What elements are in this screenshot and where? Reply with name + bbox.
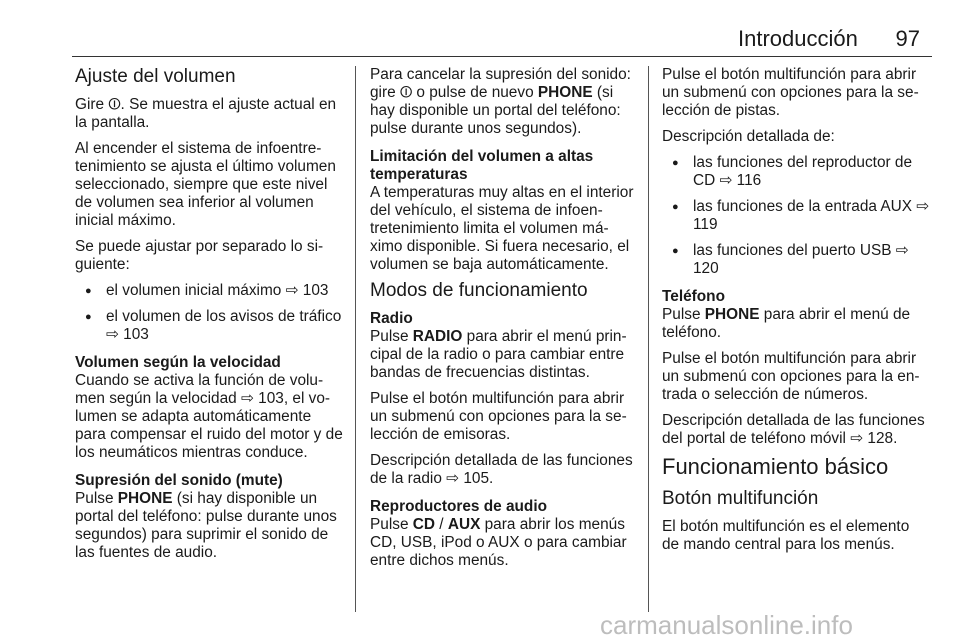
key-label: RADIO xyxy=(412,328,463,345)
paragraph: Cuando se activa la función de volumen según la velocidad ⇨ 103, el volumen se adapta automáticamente para compensar el ruido del motor y de los neumáticos mientras conduce. xyxy=(75,372,343,461)
watermark: carmanualsonline.info xyxy=(600,610,853,640)
key-label: PHONE xyxy=(117,490,173,507)
paragraph: Pulse el botón multifunción para abrir un submenú con opciones para la entrada o selección de números. xyxy=(662,350,920,403)
heading-volume: Ajuste del volumen xyxy=(75,66,236,87)
key-label: AUX xyxy=(447,516,481,533)
list-item: ● las funciones de la entrada AUX ⇨ 119 xyxy=(662,198,930,234)
page-number: 97 xyxy=(895,26,920,51)
heading-phone: Teléfono xyxy=(662,288,725,305)
paragraph: Pulse el botón multifunción para abrir un submenú con opciones para la selección de pistas. xyxy=(662,66,919,119)
paragraph: Para cancelar la supresión del sonido: gire ⏼ o pulse de nuevo PHONE (si hay disponible un portal del teléfono: pulse durante unos segundos). xyxy=(370,66,631,137)
key-label: PHONE xyxy=(537,84,593,101)
paragraph: Gire ⏼. Se muestra el ajuste actual en la pantalla. xyxy=(75,96,337,131)
key-label: PHONE xyxy=(704,306,760,323)
list-item: ● el volumen inicial máximo ⇨ 103 xyxy=(75,282,343,300)
heading-limit: Limitación del volumen a altas temperaturas xyxy=(370,148,594,183)
paragraph: El botón multifunción es el elemento de mando central para los menús. xyxy=(662,518,910,553)
column-divider xyxy=(355,66,356,612)
heading-basic: Funcionamiento básico xyxy=(662,454,889,479)
paragraph: Al encender el sistema de infoentretenimiento se ajusta el último volumen seleccionado, siempre que este nivel de volumen sea inferior al volumen inicial máximo. xyxy=(75,140,336,229)
list-item: ● las funciones del reproductor de CD ⇨ 116 xyxy=(662,154,930,190)
column-2 xyxy=(370,66,635,578)
paragraph: Pulse RADIO para abrir el menú principal de la radio o para cambiar entre bandas de frecuencias distintas. xyxy=(370,328,627,381)
paragraph: Descripción detallada de las funciones de la radio ⇨ 105. xyxy=(370,452,633,487)
paragraph: Pulse el botón multifunción para abrir un submenú con opciones para la selección de emisoras. xyxy=(370,390,627,443)
list-item: ● las funciones del puerto USB ⇨ 120 xyxy=(662,242,930,278)
paragraph: Pulse PHONE (si hay disponible un portal del teléfono: pulse durante unos segundos) para suprimir el sonido de las fuentes de audio. xyxy=(75,490,337,561)
heading-mute: Supresión del sonido (mute) xyxy=(75,472,283,489)
header-divider xyxy=(72,56,932,57)
column-1 xyxy=(75,66,343,570)
page-header xyxy=(0,0,960,60)
heading-players: Reproductores de audio xyxy=(370,498,548,515)
heading-speed: Volumen según la velocidad xyxy=(75,354,281,371)
column-3 xyxy=(662,66,930,562)
list-item: ● el volumen de los avisos de tráfico ⇨ 103 xyxy=(75,308,343,344)
paragraph: Se puede ajustar por separado lo siguiente: xyxy=(75,238,324,273)
paragraph: A temperaturas muy altas en el interior del vehículo, el sistema de infoentretenimiento limita el volumen máximo disponible. Si fuera necesario, el volumen se baja automáticamente. xyxy=(370,184,634,273)
heading-modes: Modos de funcionamiento xyxy=(370,280,588,301)
key-label: CD xyxy=(412,516,436,533)
paragraph: Pulse PHONE para abrir el menú de teléfono. xyxy=(662,306,911,341)
paragraph: Descripción detallada de las funciones del portal de teléfono móvil ⇨ 128. xyxy=(662,412,925,447)
heading-multi: Botón multifunción xyxy=(662,488,819,509)
section-title: Introducción xyxy=(738,26,858,51)
paragraph: Pulse CD / AUX para abrir los menús CD, USB, iPod o AUX o para cambiar entre dichos menús. xyxy=(370,516,627,569)
paragraph: Descripción detallada de: xyxy=(662,128,835,145)
heading-radio: Radio xyxy=(370,310,413,327)
column-divider xyxy=(648,66,649,612)
